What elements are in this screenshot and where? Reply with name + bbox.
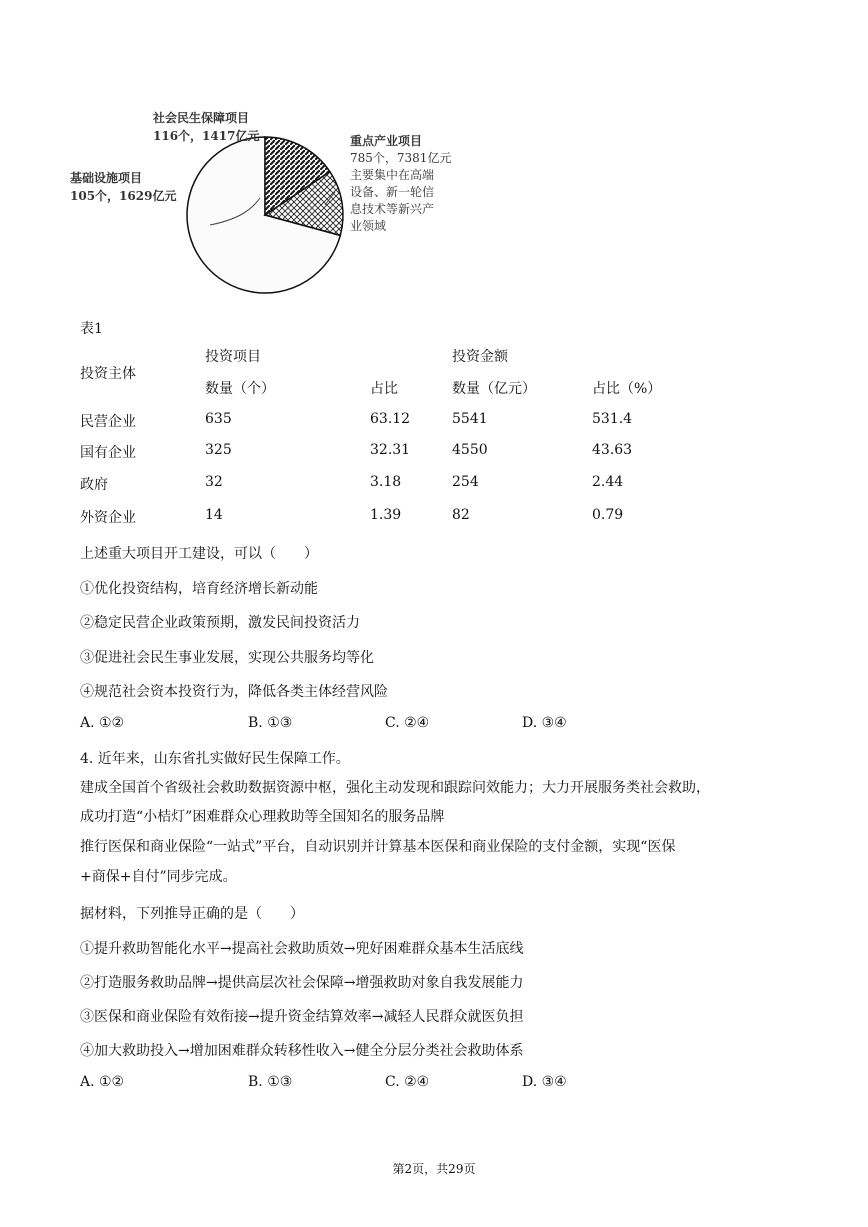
q4-para2-line2: +商保+自付”同步完成。 bbox=[80, 869, 237, 885]
table-col-share1: 占比 bbox=[370, 381, 398, 397]
table-caption: 表1 bbox=[80, 321, 103, 337]
pie-label-industry-desc-1: 主要集中在高端 bbox=[350, 168, 435, 182]
q3-option-b[interactable]: B. ①③ bbox=[248, 715, 293, 731]
q4-option-a[interactable]: A. ①② bbox=[80, 1074, 125, 1090]
pie-label-industry-count: 785个，7381亿元 bbox=[350, 151, 452, 165]
q4-stem: 4. 近年来，山东省扎实做好民生保障工作。 bbox=[80, 751, 350, 767]
q4-item-1: ①提升救助智能化水平→提高社会救助质效→兜好困难群众基本生活底线 bbox=[80, 941, 524, 957]
table-cell-subject: 民营企业 bbox=[80, 414, 136, 430]
q4-item-4: ④加大救助投入→增加困难群众转移性收入→健全分层分类社会救助体系 bbox=[80, 1043, 524, 1059]
q4-para1-line2: 成功打造“小桔灯”困难群众心理救助等全国知名的服务品牌 bbox=[80, 809, 445, 825]
q4-option-b[interactable]: B. ①③ bbox=[248, 1074, 293, 1090]
table-cell-count: 325 bbox=[205, 442, 232, 458]
table-cell-subject: 政府 bbox=[80, 477, 108, 493]
table-cell-amount: 4550 bbox=[452, 442, 488, 458]
table-group-amount: 投资金额 bbox=[452, 349, 508, 365]
investment-pie-chart bbox=[60, 100, 490, 310]
q4-question: 据材料，下列推导正确的是（ ） bbox=[80, 906, 304, 922]
table-cell-share1: 3.18 bbox=[370, 474, 402, 490]
pie-label-social-count: 116个，1417亿元 bbox=[153, 129, 260, 143]
table-cell-share1: 32.31 bbox=[370, 442, 411, 458]
table-col-share2: 占比（%） bbox=[592, 381, 662, 397]
table-cell-subject: 国有企业 bbox=[80, 445, 136, 461]
q3-option-d[interactable]: D. ③④ bbox=[522, 715, 567, 731]
table-cell-count: 635 bbox=[205, 411, 232, 427]
q4-item-3: ③医保和商业保险有效衔接→提升资金结算效率→减轻人民群众就医负担 bbox=[80, 1009, 524, 1025]
q3-item-1: ①优化投资结构，培育经济增长新动能 bbox=[80, 581, 318, 597]
pie-label-industry-desc-4: 业领域 bbox=[350, 219, 387, 233]
q4-item-2: ②打造服务救助品牌→提供高层次社会保障→增强救助对象自我发展能力 bbox=[80, 975, 524, 991]
q3-item-3: ③促进社会民生事业发展，实现公共服务均等化 bbox=[80, 650, 374, 666]
q4-option-c[interactable]: C. ②④ bbox=[385, 1074, 430, 1090]
table-cell-share2: 2.44 bbox=[592, 474, 624, 490]
q4-para2-line1: 推行医保和商业保险“一站式”平台，自动识别并计算基本医保和商业保险的支付金额，实现“医保 bbox=[80, 839, 676, 855]
table-cell-count: 32 bbox=[205, 474, 223, 490]
table-cell-share2: 43.63 bbox=[592, 442, 633, 458]
q4-para1-line1: 建成全国首个省级社会救助数据资源中枢，强化主动发现和跟踪问效能力；大力开展服务类社会救助， bbox=[80, 780, 710, 796]
q3-item-2: ②稳定民营企业政策预期，激发民间投资活力 bbox=[80, 615, 360, 631]
q3-item-4: ④规范社会资本投资行为，降低各类主体经营风险 bbox=[80, 684, 388, 700]
q4-option-d[interactable]: D. ③④ bbox=[522, 1074, 567, 1090]
table-cell-share2: 0.79 bbox=[592, 507, 624, 523]
table-cell-count: 14 bbox=[205, 507, 223, 523]
pie-label-infra-name: 基础设施项目 bbox=[70, 171, 143, 185]
table-cell-share1: 1.39 bbox=[370, 507, 402, 523]
pie-label-infra-count: 105个，1629亿元 bbox=[70, 189, 177, 203]
pie-label-social-name: 社会民生保障项目 bbox=[153, 111, 250, 125]
table-header-subject: 投资主体 bbox=[80, 366, 136, 382]
table-group-projects: 投资项目 bbox=[205, 349, 261, 365]
table-col-count: 数量（个） bbox=[205, 381, 275, 397]
page-footer: 第2页，共29页 bbox=[392, 1162, 476, 1176]
table-cell-amount: 254 bbox=[452, 474, 479, 490]
table-cell-subject: 外资企业 bbox=[80, 510, 136, 526]
table-cell-share2: 531.4 bbox=[592, 411, 633, 427]
q3-stem: 上述重大项目开工建设，可以（ ） bbox=[80, 546, 318, 562]
pie-label-industry-desc-2: 设备、新一轮信 bbox=[350, 185, 435, 199]
table-col-amount: 数量（亿元） bbox=[452, 381, 536, 397]
pie-label-industry-name: 重点产业项目 bbox=[350, 134, 423, 148]
table-cell-amount: 5541 bbox=[452, 411, 488, 427]
q3-option-a[interactable]: A. ①② bbox=[80, 715, 125, 731]
table-cell-amount: 82 bbox=[452, 507, 470, 523]
table-cell-share1: 63.12 bbox=[370, 411, 411, 427]
pie-label-industry-desc-3: 息技术等新兴产 bbox=[350, 202, 435, 216]
q3-option-c[interactable]: C. ②④ bbox=[385, 715, 430, 731]
pie-slices bbox=[187, 137, 343, 293]
